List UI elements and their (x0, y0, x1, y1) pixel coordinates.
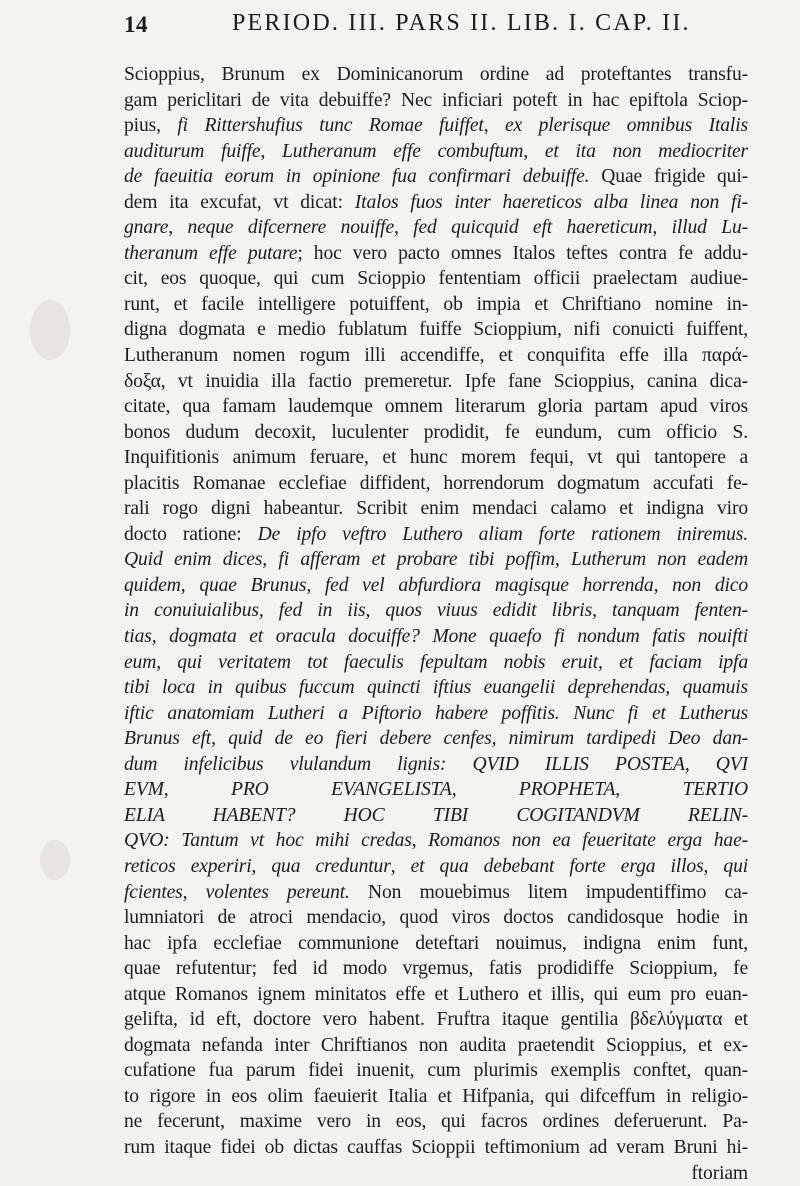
roman-text: gelifta, id eft, doctore vero habent. Fruftra itaque gentilia βδελύγματα et (124, 1009, 748, 1031)
italic-text: quidem, quae Brunus, fed vel abfurdiora magisque horrenda, non dico (124, 574, 748, 596)
roman-text: hac ipfa ecclefiae communione deteftari nouimus, indigna enim funt, (124, 932, 748, 954)
text-line (124, 1033, 748, 1059)
italic-text: De ipfo veftro Luthero aliam forte rationem iniremus. (257, 523, 748, 545)
text-line (124, 880, 748, 906)
italic-text: et qua debebant forte erga illos (410, 855, 704, 877)
text-line (124, 956, 748, 982)
italic-text: EVM, PRO EVANGELISTA, PROPHETA, TERTIO (124, 779, 748, 801)
text-line (124, 598, 748, 624)
italic-text: qua creduntur (271, 855, 391, 877)
roman-text: , (652, 217, 672, 239)
roman-text: rum itaque fidei ob dictas cauffas Scioppii teftimonium ad veram Bruni hi- (124, 1136, 748, 1158)
italic-text: Quid enim dices, fi afferam et probare tibi poffim, Lutherum non eadem (124, 549, 748, 571)
paper-stain (40, 840, 70, 880)
italic-text: fi Rittershufius tunc Romae fuiffet (177, 115, 484, 137)
roman-text: δοξα, vt inuidia illa factio premeretur. Ipfe fane Scioppius, canina dica- (124, 370, 748, 392)
italic-text: iftic anatomiam Lutheri a Piftorio habere poffitis. Nunc fi et Lutherus (124, 702, 748, 724)
roman-text: to rigore in eos olim faeuierit Italia et Hifpania, qui difceffum in religio- (124, 1085, 748, 1107)
italic-text: Lutheranum effe combuftum (282, 140, 524, 162)
text-line (124, 266, 748, 292)
text-line (124, 1161, 748, 1186)
page-number: 14 (124, 12, 148, 37)
roman-text: , (523, 140, 545, 162)
roman-text: lumniatori de atroci mendacio, quod viros doctos candidosque hodie in (124, 907, 748, 929)
text-line (124, 982, 748, 1008)
text-line (124, 1109, 748, 1135)
text-line (124, 573, 748, 599)
italic-text: fcientes (124, 881, 183, 903)
roman-text: cufatione fua parum fidei inuenit, cum plurimis exemplis conftet, quan- (124, 1060, 748, 1082)
italic-text: et ita non mediocriter (544, 140, 748, 162)
roman-text: , (394, 217, 414, 239)
roman-text: Inquifitionis animum feruare, et hunc morem fequi, vt qui tantopere a (124, 447, 748, 469)
roman-text: Quae frigide qui- (589, 166, 748, 188)
text-line (124, 496, 748, 522)
roman-text: Non mouebimus litem impudentiffimo ca- (349, 881, 748, 903)
text-line (124, 62, 748, 88)
italic-text: reticos experiri (124, 855, 252, 877)
italic-text: volentes pereunt. (205, 881, 350, 903)
text-line (124, 190, 748, 216)
roman-text: , (390, 855, 411, 877)
text-line (124, 88, 748, 114)
roman-text: pius, (124, 115, 178, 137)
roman-text: rali rogo digni habeantur. Scribit enim mendaci calamo et indigna viro (124, 498, 748, 520)
text-line (124, 420, 748, 446)
roman-text: , (182, 881, 206, 903)
italic-text: tias, dogmata et oracula docuiffe? Mone quaefo fi nondum fatis nouifti (124, 626, 748, 648)
roman-text: ftoriam (691, 1162, 748, 1184)
italic-text: tibi loca in quibus fuccum quincti iftius euangelii deprehendas, quamuis (124, 677, 748, 699)
roman-text: , (703, 855, 724, 877)
italic-text: de faeuitia eorum in opinione fua confirmari debuiffe. (124, 166, 590, 188)
text-line (124, 1058, 748, 1084)
text-line (124, 675, 748, 701)
text-line (124, 1007, 748, 1033)
roman-text: dogmata nefanda inter Chriftianos non audita praetendit Scioppius, et ex- (124, 1034, 748, 1056)
italic-text: ELIA HABENT? HOC TIBI COGITANDVM RELIN- (124, 804, 748, 826)
roman-text: bonos dudum decoxit, luculenter prodidit, fe eundum, cum officio S. (124, 421, 748, 443)
italic-text: neque difcernere nouiffe (187, 217, 395, 239)
roman-text: Scioppius, Brunum ex Dominicanorum ordine ad proteftantes transfu- (124, 64, 748, 85)
roman-text: , (251, 855, 272, 877)
text-line (124, 1135, 748, 1161)
text-line (124, 343, 748, 369)
italic-text: auditurum fuiffe (124, 140, 261, 162)
roman-text: ; hoc vero pacto omnes Italos teftes contra fe addu- (297, 242, 748, 264)
italic-text: gnare (124, 217, 169, 239)
roman-text: , (260, 140, 283, 162)
text-line (124, 726, 748, 752)
text-line (124, 752, 748, 778)
roman-text: dem ita excufat, vt dicat: (124, 191, 355, 213)
text-line (124, 701, 748, 727)
italic-text: ex plerisque omnibus Italis (505, 115, 748, 137)
text-line (124, 931, 748, 957)
italic-text: fed quicquid eft haereticum (413, 217, 653, 239)
italic-text: Italos fuos inter haereticos alba linea non fi- (354, 191, 748, 213)
italic-text: QVO: Tantum vt hoc mihi credas, Romanos non ea feueritate erga hae- (124, 830, 748, 852)
text-line (124, 1084, 748, 1110)
text-line (124, 292, 748, 318)
italic-text: qui (723, 855, 748, 877)
roman-text: ne fecerunt, maxime vero in eos, qui facros ordines deferuerunt. Pa- (124, 1111, 748, 1133)
text-line (124, 471, 748, 497)
text-line (124, 777, 748, 803)
text-line (124, 803, 748, 829)
text-line (124, 369, 748, 395)
text-line (124, 854, 748, 880)
text-line (124, 445, 748, 471)
roman-text: atque Romanos ignem minitatos effe et Luthero et illis, qui eum pro euan- (124, 983, 748, 1005)
roman-text: digna dogmata e medio fublatum fuiffe Scioppium, nifi conuicti fuiffent, (124, 319, 748, 341)
paper-stain (30, 300, 70, 360)
italic-text: Brunus eft, quid de eo fieri debere cenfes, nimirum tardipedi Deo dan- (124, 728, 748, 750)
text-line (124, 164, 748, 190)
text-line (124, 828, 748, 854)
italic-text: in conuiuialibus, fed in iis, quos viuus edidit libris, tanquam fenten- (124, 600, 748, 622)
roman-text: docto ratione: (124, 523, 258, 545)
text-line (124, 905, 748, 931)
roman-text: , (483, 115, 505, 137)
roman-text: cit, eos quoque, qui cum Scioppio fententiam officii praelectam audiue- (124, 268, 748, 290)
text-line (124, 113, 748, 139)
text-line (124, 650, 748, 676)
roman-text: runt, et facile intelligere potuiffent, ob impia et Chriftiano nomine in- (124, 293, 748, 315)
italic-text: illud Lu- (671, 217, 748, 239)
body-text (124, 62, 748, 1186)
running-head: PERIOD. III. PARS II. LIB. I. CAP. II. (232, 10, 691, 36)
roman-text: quae refutentur; fed id modo vrgemus, fatis prodidiffe Scioppium, fe (124, 958, 748, 980)
text-line (124, 522, 748, 548)
italic-text: eum, qui veritatem tot faeculis fepultam nobis eruit, et faciam ipfa (124, 651, 748, 673)
roman-text: placitis Romanae ecclefiae diffident, horrendorum dogmatum accufati fe- (124, 472, 748, 494)
text-line (124, 547, 748, 573)
text-line (124, 394, 748, 420)
roman-text: gam periclitari de vita debuiffe? Nec inficiari poteft in hac epiftola Sciop- (124, 89, 748, 111)
italic-text: theranum effe putare (124, 242, 298, 264)
text-line (124, 215, 748, 241)
text-line (124, 139, 748, 165)
page-header (124, 6, 744, 46)
text-line (124, 317, 748, 343)
text-line (124, 624, 748, 650)
roman-text: citate, qua famam laudemque omnem literarum gloria partam apud viros (124, 396, 748, 418)
text-line (124, 241, 748, 267)
italic-text: dum infelicibus vlulandum lignis: QVID ILLIS POSTEA, QVI (124, 753, 748, 775)
roman-text: Lutheranum nomen rogum illi accendiffe, et conquifita effe illa παρά- (124, 345, 748, 367)
roman-text: , (168, 217, 188, 239)
